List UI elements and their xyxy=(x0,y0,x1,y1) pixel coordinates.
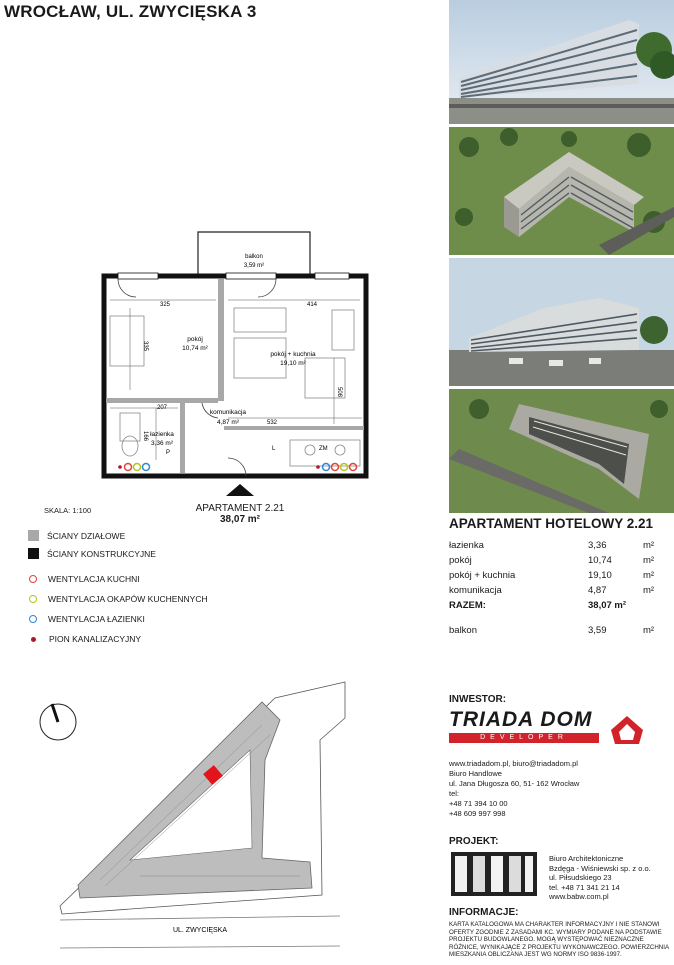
balcony-area: 3,59 m² xyxy=(243,263,265,269)
dim-166: 166 xyxy=(142,430,148,442)
legend-label: WENTYLACJA KUCHNI xyxy=(48,574,140,584)
info-line: PROJEKTU BUDOWLANEGO. MOGĄ WYSTĘPOWAĆ NIEZNACZNE xyxy=(449,936,644,943)
building-render-1 xyxy=(449,0,674,124)
legend-item xyxy=(28,614,145,624)
apartment-caption xyxy=(180,503,300,525)
investor-tel-label: tel: xyxy=(449,789,460,798)
project-line4: tel. +48 71 341 21 14 xyxy=(549,882,620,892)
dim-508: 508 xyxy=(336,386,342,398)
bath-area: 3,36 m² xyxy=(150,440,174,447)
building-render-2 xyxy=(449,127,674,255)
page-title: WROCŁAW, UL. ZWYCIĘSKA 3 xyxy=(4,2,257,21)
investor-address: ul. Jana Długosza 60, 51- 162 Wrocław xyxy=(449,779,580,788)
triada-logo xyxy=(449,708,649,752)
legend-swatch xyxy=(28,548,39,559)
investor-tel2: +48 609 997 998 xyxy=(449,809,506,818)
project-line3: ul. Piłsudskiego 23 xyxy=(549,873,612,882)
legend-ring-icon xyxy=(29,615,37,623)
legend-label: ŚCIANY DZIAŁOWE xyxy=(47,530,126,541)
logo-subtitle: DEVELOPER xyxy=(449,733,599,743)
legend-dot-icon xyxy=(31,637,36,642)
area-row: pokój + kuchnia 19,10 m² xyxy=(449,570,655,581)
dim-207: 207 xyxy=(156,405,168,411)
investor-tel1: +48 71 394 10 00 xyxy=(449,799,508,808)
legend-label: WENTYLACJA OKAPÓW KUCHENNYCH xyxy=(48,594,208,604)
legend-ring-icon xyxy=(29,575,37,583)
project-line5: www.babw.com.pl xyxy=(549,892,609,901)
building-render-4 xyxy=(449,389,674,513)
scale-label: SKALA: 1:100 xyxy=(44,506,92,515)
hall-name: komunikacja xyxy=(209,409,247,416)
project-contact xyxy=(549,854,651,902)
legend-label: WENTYLACJA ŁAZIENKI xyxy=(48,614,145,624)
bath-name: łazienka xyxy=(150,431,174,438)
info-text xyxy=(449,921,671,959)
legend-item xyxy=(28,594,208,604)
area-row: balkon 3,59 m² xyxy=(449,625,655,636)
dim-414: 414 xyxy=(306,302,318,308)
legend-label: PION KANALIZACYJNY xyxy=(49,634,142,644)
room2-name: pokój + kuchnia xyxy=(270,351,316,358)
legend-swatch xyxy=(28,530,39,541)
area-total-row: RAZEM: 38,07 m² xyxy=(449,600,627,611)
project-line2: Bzdęga - Wiśniewski sp. z o.o. xyxy=(549,863,651,873)
logo-text: TRIADA DOM xyxy=(449,708,593,731)
project-line1: Biuro Architektoniczne xyxy=(549,854,624,863)
label-l: L xyxy=(272,446,276,452)
label-p: P xyxy=(166,450,171,456)
legend-item xyxy=(28,634,141,644)
area-row: łazienka 3,36 m² xyxy=(449,540,655,551)
project-logo xyxy=(451,852,537,896)
legend-item xyxy=(28,574,140,584)
legend-label: ŚCIANY KONSTRUKCYJNE xyxy=(47,548,156,559)
legend-item xyxy=(28,548,156,559)
label-zm: ZM xyxy=(319,446,328,452)
info-line: OFERTY ZGODNIE Z ZASADAMI KC. WYMIARY PODANE NA PODSTAWIE xyxy=(449,928,662,936)
apartment-area: 38,07 m² xyxy=(219,514,261,525)
hall-area: 4,87 m² xyxy=(216,419,240,426)
legend-ring-icon xyxy=(29,595,37,603)
logo-house-icon xyxy=(609,710,645,746)
project-header: PROJEKT: xyxy=(449,836,499,847)
area-table xyxy=(449,538,663,638)
floor-plan xyxy=(100,228,380,498)
room1-name: pokój xyxy=(187,336,203,343)
investor-header: INWESTOR: xyxy=(449,694,507,705)
info-header: INFORMACJE: xyxy=(449,907,519,918)
street-label: UL. ZWYCIĘSKA xyxy=(172,927,228,934)
legend-item xyxy=(28,530,125,541)
area-row: komunikacja 4,87 m² xyxy=(449,585,655,596)
info-line: RÓŻNICE, WYNIKAJĄCE Z PROJEKTU WYKONAWCZEGO. POWIERZCHNIA xyxy=(449,943,670,951)
investor-web: www.triadadom.pl, biuro@triadadom.pl xyxy=(449,759,578,768)
dim-335: 335 xyxy=(142,340,148,352)
apartment-table-title: APARTAMENT HOTELOWY 2.21 xyxy=(449,516,654,531)
investor-office: Biuro Handlowe xyxy=(449,769,502,778)
room2-area: 19,10 m² xyxy=(280,360,306,367)
site-plan xyxy=(0,680,440,960)
room1-area: 10,74 m² xyxy=(182,345,208,352)
investor-contact xyxy=(449,759,579,819)
info-line: KARTA KATALOGOWA MA CHARAKTER INFORMACYJNY I NIE STANOWI xyxy=(449,921,660,928)
area-row: pokój 10,74 m² xyxy=(449,555,655,566)
balcony-label: balkon xyxy=(245,254,263,260)
dim-325: 325 xyxy=(159,302,171,308)
info-line: MIESZKANIA OBLICZANA JEST WG NORMY ISO 9836-1997. xyxy=(449,951,622,958)
dim-532: 532 xyxy=(266,420,278,426)
building-render-3 xyxy=(449,258,674,386)
apartment-label: APARTAMENT 2.21 xyxy=(195,503,285,514)
